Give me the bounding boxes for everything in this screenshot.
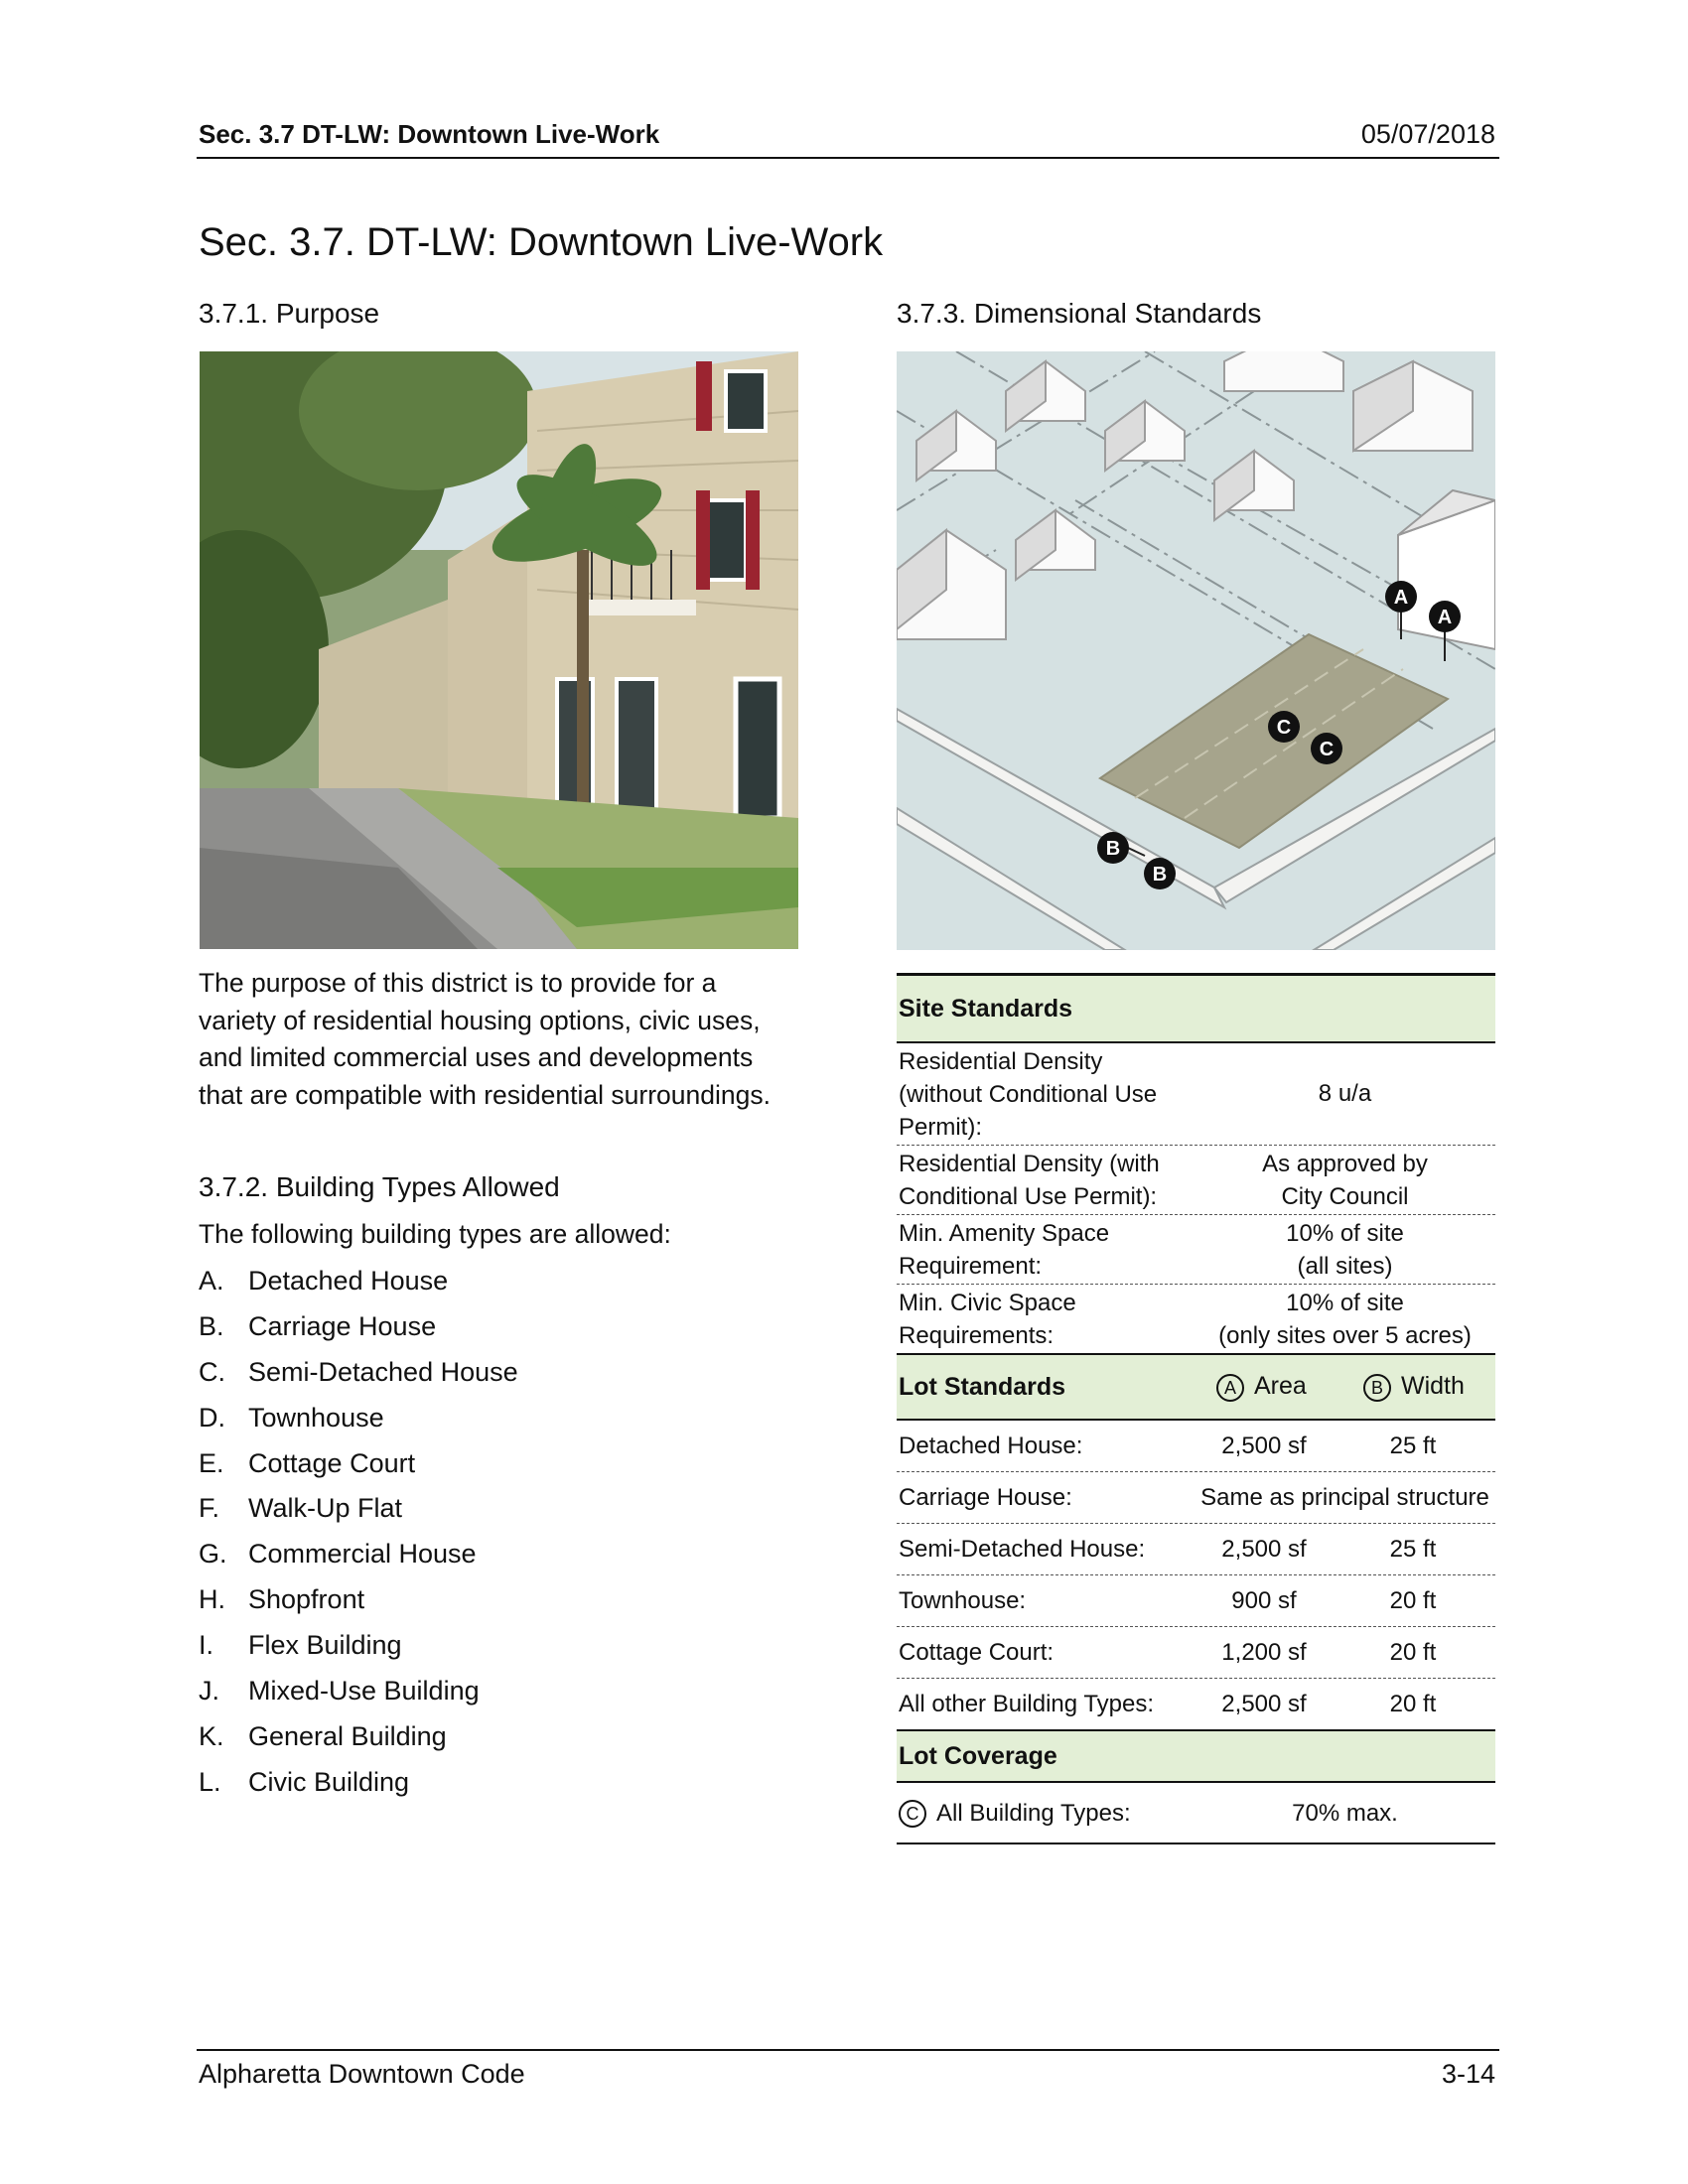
- area-value: 2,500 sf: [1221, 1691, 1307, 1717]
- purpose-text: The purpose of this district is to provide for a variety of residential housing options, civic uses, and limited commercial uses and developments that are compatible with residential surroundings.: [199, 968, 771, 1110]
- row-value-line: (all sites): [1297, 1253, 1393, 1280]
- list-item-name: Townhouse: [248, 1402, 384, 1433]
- row-label: Townhouse:: [899, 1587, 1027, 1614]
- row-value: [1195, 1148, 1495, 1213]
- row-value: 8 u/a: [1318, 1080, 1372, 1107]
- row-label: [897, 1797, 1131, 1830]
- list-item: [199, 1490, 518, 1536]
- table-row: [897, 1472, 1495, 1524]
- building-types-heading: 3.7.2. Building Types Allowed: [199, 1171, 560, 1202]
- page-title: Sec. 3.7. DT-LW: Downtown Live-Work: [199, 220, 884, 264]
- width-value: 20 ft: [1389, 1639, 1437, 1666]
- row-label: Detached House:: [899, 1433, 1083, 1459]
- width-value: 25 ft: [1389, 1433, 1437, 1459]
- list-item-letter: E.: [199, 1447, 224, 1478]
- purpose-heading: 3.7.1. Purpose: [199, 298, 380, 329]
- marker-c-icon: [1311, 733, 1342, 764]
- width-value: 20 ft: [1389, 1691, 1437, 1717]
- list-item-letter: B.: [199, 1310, 224, 1341]
- table-row: [897, 1215, 1495, 1285]
- row-label: Semi-Detached House:: [899, 1536, 1146, 1563]
- svg-text:C: C: [1276, 717, 1292, 739]
- list-item-letter: I.: [199, 1630, 214, 1661]
- list-item: [199, 1354, 518, 1400]
- row-label-line: Residential Density: [899, 1047, 1103, 1075]
- building-types-intro: The following building types are allowed:: [199, 1219, 671, 1249]
- site-standards-heading: Site Standards: [899, 994, 1073, 1023]
- list-item-name: Semi-Detached House: [248, 1356, 518, 1387]
- lot-standards-heading: Lot Standards: [899, 1372, 1066, 1401]
- row-label: [897, 1148, 1196, 1213]
- row-label: [897, 1217, 1196, 1283]
- table-row: [897, 1524, 1495, 1575]
- marker-b-icon: [1144, 858, 1176, 889]
- area-value: 1,200 sf: [1221, 1639, 1307, 1666]
- list-item-name: Cottage Court: [248, 1447, 416, 1478]
- header-section-title: Sec. 3.7 DT-LW: Downtown Live-Work: [199, 119, 660, 149]
- coverage-label: All Building Types:: [936, 1799, 1131, 1827]
- list-item-letter: K.: [199, 1720, 224, 1751]
- marker-a-icon: A: [1216, 1374, 1244, 1402]
- list-item: [199, 1673, 518, 1718]
- row-value: [1195, 1287, 1495, 1352]
- width-label: Width: [1401, 1372, 1465, 1401]
- marker-c-icon: C: [899, 1800, 926, 1828]
- table-row: [897, 1627, 1495, 1679]
- list-item-letter: C.: [199, 1356, 225, 1387]
- site-standards-header: [897, 976, 1495, 1043]
- list-item-letter: L.: [199, 1766, 221, 1797]
- dimensional-heading: 3.7.3. Dimensional Standards: [897, 298, 1262, 329]
- dimensional-standards-table: [897, 973, 1495, 1844]
- running-footer: [197, 2049, 1499, 2091]
- table-row: [897, 1421, 1495, 1472]
- list-item-name: Civic Building: [248, 1766, 410, 1797]
- row-label-line: Requirements:: [899, 1321, 1055, 1349]
- row-value-line: City Council: [1281, 1183, 1409, 1210]
- list-item-letter: F.: [199, 1493, 220, 1524]
- marker-a-icon: [1429, 601, 1461, 632]
- row-label: [897, 1045, 1196, 1144]
- running-header: [197, 117, 1499, 159]
- row-label-line: Permit):: [899, 1113, 982, 1141]
- list-item-letter: H.: [199, 1584, 225, 1615]
- coverage-value: 70% max.: [1292, 1799, 1398, 1827]
- table-row: [897, 1043, 1495, 1146]
- table-row: [897, 1575, 1495, 1627]
- table-row: [897, 1146, 1495, 1215]
- svg-text:A: A: [1437, 607, 1453, 628]
- list-item-letter: D.: [199, 1402, 225, 1433]
- svg-text:A: A: [1393, 587, 1409, 609]
- list-item-letter: G.: [199, 1539, 227, 1570]
- lot-diagram: [897, 351, 1495, 950]
- width-value: 25 ft: [1389, 1536, 1437, 1563]
- area-label: Area: [1254, 1372, 1307, 1401]
- row-label-line: (without Conditional Use: [899, 1080, 1158, 1108]
- row-label-line: Conditional Use Permit):: [899, 1182, 1158, 1210]
- lot-coverage-heading: Lot Coverage: [899, 1741, 1057, 1770]
- marker-a-icon: [1385, 581, 1417, 613]
- list-item-name: Shopfront: [248, 1584, 365, 1615]
- list-item-name: Commercial House: [248, 1539, 477, 1570]
- area-value: 2,500 sf: [1221, 1433, 1307, 1459]
- row-label-line: Requirement:: [899, 1252, 1043, 1280]
- row-value-line: (only sites over 5 acres): [1218, 1322, 1472, 1349]
- svg-text:C: C: [1319, 739, 1335, 760]
- list-item-letter: J.: [199, 1676, 220, 1706]
- list-item: [199, 1400, 518, 1445]
- row-label-line: Min. Civic Space: [899, 1289, 1076, 1316]
- marker-b-icon: B: [1363, 1374, 1391, 1402]
- lot-coverage-header: [897, 1731, 1495, 1783]
- table-row: [897, 1679, 1495, 1731]
- svg-text:B: B: [1152, 864, 1168, 886]
- row-label: All other Building Types:: [899, 1691, 1155, 1717]
- row-label-line: Residential Density (with: [899, 1150, 1160, 1177]
- building-types-list: [199, 1263, 518, 1810]
- streetscape-photo: [200, 351, 798, 949]
- merged-value: Same as principal structure: [1200, 1484, 1489, 1511]
- row-label-line: Min. Amenity Space: [899, 1219, 1110, 1247]
- row-value-line: As approved by: [1262, 1151, 1428, 1177]
- list-item: [199, 1263, 518, 1308]
- header-date: 05/07/2018: [1360, 119, 1495, 149]
- area-value: 900 sf: [1231, 1587, 1297, 1614]
- list-item: [199, 1581, 518, 1627]
- marker-b-icon: [1097, 832, 1129, 864]
- area-value: 2,500 sf: [1221, 1536, 1307, 1563]
- area-column-header: [1216, 1372, 1307, 1401]
- list-item-name: General Building: [248, 1720, 447, 1751]
- lot-standards-header: [897, 1355, 1495, 1421]
- svg-text:B: B: [1105, 838, 1121, 860]
- list-item-name: Carriage House: [248, 1310, 437, 1341]
- list-item-name: Mixed-Use Building: [248, 1676, 480, 1706]
- list-item-name: Detached House: [248, 1266, 449, 1296]
- footer-document-title: Alpharetta Downtown Code: [199, 2059, 525, 2089]
- list-item-letter: A.: [199, 1266, 224, 1296]
- row-value: [1195, 1217, 1495, 1283]
- table-row: [897, 1285, 1495, 1355]
- row-label: Cottage Court:: [899, 1639, 1055, 1666]
- row-value-line: 10% of site: [1286, 1220, 1404, 1247]
- page-number: 3-14: [1441, 2059, 1495, 2089]
- list-item: [199, 1445, 518, 1491]
- width-column-header: [1363, 1372, 1465, 1401]
- list-item-name: Walk-Up Flat: [248, 1493, 403, 1524]
- row-label: Carriage House:: [899, 1484, 1072, 1511]
- table-row: [897, 1783, 1495, 1844]
- row-label: [897, 1287, 1196, 1352]
- list-item: [199, 1718, 518, 1764]
- list-item: [199, 1536, 518, 1581]
- list-item: [199, 1308, 518, 1354]
- marker-c-icon: [1268, 711, 1300, 743]
- row-value-line: 10% of site: [1286, 1290, 1404, 1316]
- list-item-name: Flex Building: [248, 1630, 402, 1661]
- list-item: [199, 1627, 518, 1673]
- list-item: [199, 1764, 518, 1810]
- width-value: 20 ft: [1389, 1587, 1437, 1614]
